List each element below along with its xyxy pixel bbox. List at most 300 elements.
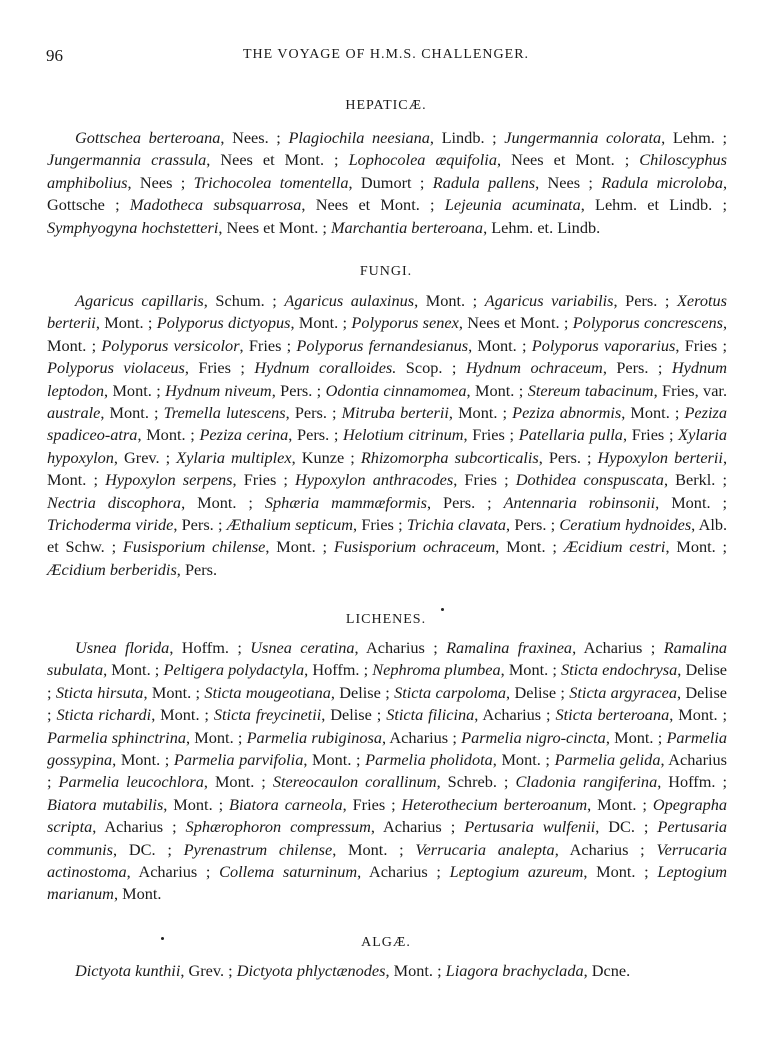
species-entry: Polyporus violaceus, Fries ; — [47, 358, 255, 378]
species-name: Verrucaria analepta — [415, 839, 555, 859]
species-entry: Parmelia pholidota, Mont. ; — [365, 750, 555, 770]
species-name: Pertusaria wulfenii — [464, 817, 596, 837]
species-entry: Æcidium berberidis, Pers. — [47, 559, 218, 579]
species-author: Pers. — [616, 358, 649, 378]
species-entry: Tremella lutescens, Pers. ; — [163, 403, 342, 423]
species-entry: Sticta freycinetii, Delise ; — [213, 705, 387, 725]
species-name: Hydnum niveum — [165, 380, 272, 400]
species-entry: Agaricus aulaxinus, Mont. ; — [284, 291, 485, 310]
species-name: Mitruba berterii — [341, 403, 449, 423]
section-body-lichenes — [47, 637, 727, 906]
species-entry: Nephroma plumbea, Mont. ; — [372, 660, 561, 680]
species-author: Nees — [139, 172, 173, 192]
species-author: Mont. — [475, 380, 515, 400]
species-name: Leptogium azureum — [449, 862, 584, 882]
species-entry: Sticta filicina, Acharius ; — [386, 705, 556, 725]
species-author: Mont. — [393, 961, 433, 980]
species-name: Trichia clavata — [406, 515, 507, 535]
section-body-fungi — [47, 290, 727, 581]
species-author: Mont. — [214, 772, 255, 792]
species-entry: Rhizomorpha subcorticalis, Pers. ; — [360, 447, 598, 467]
species-name: Jungermannia colorata — [504, 128, 662, 147]
species-entry: Pertusaria communis, DC. ; — [47, 817, 728, 859]
species-author: Mont. — [671, 492, 711, 512]
species-entry: Nectria discophora, Mont. ; — [47, 492, 265, 512]
species-entry: Hypoxylon serpens, Fries ; — [105, 470, 296, 490]
species-entry: Parmelia rubiginosa, Acharius ; — [246, 727, 462, 747]
species-author: Kunze — [301, 447, 345, 467]
species-entry: Stereocaulon corallinum, Schreb. ; — [272, 772, 516, 792]
species-name: Usnea florida — [75, 638, 170, 657]
species-author: DC. — [128, 839, 156, 859]
species-author: Mont. — [104, 313, 144, 333]
species-name: Madotheca subsquarrosa — [129, 195, 302, 215]
species-name: Xylaria multiplex — [176, 447, 292, 467]
species-name: Lejeunia acuminata — [444, 195, 581, 215]
species-author: Gottsche — [47, 195, 105, 215]
species-entry: Dictyota phlyctænodes, Mont. ; — [236, 961, 446, 980]
species-entry: Helotium citrinum, Fries ; — [343, 425, 519, 445]
species-author: Mont. — [298, 313, 339, 333]
species-name: Collema saturninum — [219, 862, 358, 882]
species-name: Parmelia sphinctrina — [47, 727, 186, 747]
species-name: Sticta endochrysa — [560, 660, 678, 680]
species-entry: Collema saturninum, Acharius ; — [219, 862, 450, 882]
species-name: Dothidea conspuscata — [515, 470, 664, 490]
species-author: Mont. — [597, 794, 637, 814]
species-author: Lehm. et. Lindb. — [491, 217, 601, 237]
species-name: Peziza abnormis — [512, 403, 622, 423]
species-name: Fusisporium ochraceum — [333, 537, 496, 557]
species-entry: Hydnum coralloides. Scop. ; — [254, 358, 466, 378]
species-entry: Opegrapha scripta, Acharius ; — [47, 794, 728, 837]
species-entry: Usnea ceratina, Acharius ; — [250, 638, 447, 657]
species-author: Acharius — [569, 839, 629, 859]
species-author: Mont. — [596, 862, 636, 882]
species-author: Nees — [547, 172, 581, 192]
species-author: Acharius — [366, 638, 425, 657]
species-name: Liagora brachyclada — [445, 961, 584, 980]
species-author: Acharius — [583, 638, 643, 657]
species-name: Peziza cerina — [199, 425, 289, 445]
species-entry: Leptogium marianum, Mont. — [47, 862, 727, 904]
species-author: Mont. — [120, 750, 161, 770]
species-author: DC. — [608, 817, 635, 837]
species-author: Acharius — [668, 750, 728, 770]
species-name: Peziza spadiceo-atra — [47, 403, 727, 445]
species-entry: Lophocolea æquifolia, Nees et Mont. ; — [348, 150, 640, 170]
species-name: Sticta berteroana — [555, 705, 670, 725]
species-entry: Ramalina subulata, Mont. ; — [47, 638, 727, 680]
species-author: Fries — [684, 335, 718, 355]
species-author: Dumort — [360, 172, 412, 192]
species-entry: Stereum tabacinum, Fries, var. australe, Mont. ; — [47, 380, 728, 423]
species-name: Radula microloba — [601, 172, 723, 192]
species-author: Acharius — [383, 817, 442, 837]
species-entry: Marchantia berteroana, Lehm. et. Lindb. — [330, 217, 601, 237]
species-name: Symphyogyna hochstetteri — [47, 217, 219, 237]
species-author: Nees. — [232, 128, 269, 147]
species-entry: Dictyota kunthii, Grev. ; — [75, 961, 237, 980]
species-name: Xerotus berterii — [47, 291, 727, 333]
species-name: Hydnum ochraceum — [465, 358, 603, 378]
species-author: Acharius — [482, 705, 542, 725]
species-entry: Verrucaria actinostoma, Acharius ; — [47, 839, 727, 882]
species-entry: Fusisporium chilense, Mont. ; — [122, 537, 334, 557]
species-author: Acharius — [368, 862, 428, 882]
species-entry: Patellaria pulla, Fries ; — [518, 425, 679, 445]
species-entry: Ramalina fraxinea, Acharius ; — [446, 638, 664, 657]
species-entry: Ceratium hydnoides, Alb. et Schw. ; — [47, 515, 728, 557]
species-entry: Odontia cinnamomea, Mont. ; — [325, 380, 528, 400]
species-entry: Xylaria multiplex, Kunze ; — [176, 447, 361, 467]
species-name: Ramalina fraxinea — [446, 638, 573, 657]
species-name: Hydnum leptodon — [47, 358, 728, 400]
species-entry: Parmelia parvifolia, Mont. ; — [173, 750, 366, 770]
species-entry: Cladonia rangiferina, Hoffm. ; — [515, 772, 727, 792]
species-entry: Mitruba berterii, Mont. ; — [341, 403, 513, 423]
species-entry: Plagiochila neesiana, Lindb. ; — [288, 128, 505, 147]
species-author: Nees et Mont. — [315, 195, 420, 215]
species-name: Helotium citrinum — [343, 425, 464, 445]
species-author: Mont. — [501, 750, 541, 770]
section-body-algae — [47, 960, 727, 982]
page-number: 96 — [46, 46, 63, 65]
species-author: Lehm. — [672, 128, 715, 147]
species-name: Parmelia gossypina — [47, 727, 728, 770]
species-author: Fries — [361, 515, 394, 535]
species-entry: Lejeunia acuminata, Lehm. et Lindb. ; — [444, 195, 727, 215]
variety-name: australe — [47, 403, 101, 423]
species-author: Alb. et Schw. — [47, 515, 728, 557]
species-name: Sticta richardi — [56, 705, 152, 725]
species-name: Stereocaulon corallinum — [272, 772, 437, 792]
species-name: Trichocolea tomentella — [193, 172, 349, 192]
species-entry: Parmelia leucochlora, Mont. ; — [58, 772, 273, 792]
species-name: Sticta filicina — [386, 705, 475, 725]
species-name: Parmelia pholidota — [365, 750, 493, 770]
species-entry: Chiloscyphus amphibolius, Nees ; — [47, 150, 728, 192]
species-name: Hypoxylon serpens — [105, 470, 233, 490]
species-entry: Sticta argyracea, Delise ; — [47, 682, 728, 725]
species-name: Trichoderma viride — [47, 515, 174, 535]
species-entry: Biatora mutabilis, Mont. ; — [47, 794, 230, 814]
species-author: Hoffm. — [181, 638, 229, 657]
species-entry: Polyporus fernandesianus, Mont. ; — [296, 335, 532, 355]
species-entry: Trichoderma viride, Pers. ; — [47, 515, 227, 535]
species-author: Lehm. et Lindb. — [595, 195, 713, 215]
species-entry: Pertusaria wulfenii, DC. ; — [464, 817, 658, 837]
species-entry: Polyporus dictyopus, Mont. ; — [156, 313, 352, 333]
species-name: Marchantia berteroana — [330, 217, 484, 237]
species-entry: Symphyogyna hochstetteri, Nees et Mont. ; — [47, 217, 331, 237]
species-author: Mont. — [630, 403, 670, 423]
species-entry: Peziza cerina, Pers. ; — [199, 425, 344, 445]
species-author: Mont. — [47, 470, 87, 490]
species-author: Mont. — [614, 727, 654, 747]
species-name: Sticta freycinetii — [213, 705, 322, 725]
species-entry: Hydnum niveum, Pers. ; — [165, 380, 326, 400]
species-name: Opegrapha scripta — [47, 794, 728, 837]
section-body-hepaticae — [47, 127, 727, 239]
species-entry: Dothidea conspuscata, Berkl. ; — [515, 470, 728, 490]
species-name: Parmelia nigro-cincta — [461, 727, 606, 747]
species-author: Acharius — [389, 727, 449, 747]
species-author: Schum. — [215, 291, 265, 310]
species-entry: Radula microloba, Gottsche ; — [47, 172, 728, 215]
species-name: Hypoxylon anthracodes — [295, 470, 454, 490]
species-author: Mont. — [122, 884, 162, 904]
species-author: Grev. — [188, 961, 225, 980]
species-name: Æthalium septicum — [226, 515, 354, 535]
species-author: Pers. — [625, 291, 658, 310]
species-name: Gottschea berteroana — [75, 128, 221, 147]
page-header — [46, 46, 726, 68]
species-name: Parmelia leucochlora — [58, 772, 204, 792]
species-author: Pers. — [280, 380, 313, 400]
species-author: Mont. — [506, 537, 546, 557]
section-heading-lichenes: LICHENES. — [345, 612, 427, 627]
species-entry: Hydnum ochraceum, Pers. ; — [465, 358, 672, 378]
species-entry: Sticta hirsuta, Mont. ; — [55, 682, 205, 702]
species-author: Mont. — [508, 660, 549, 680]
species-author: Pers. — [184, 559, 218, 579]
species-author: Pers. — [294, 403, 327, 423]
species-name: Odontia cinnamomea — [325, 380, 467, 400]
species-author: Pers. — [548, 447, 581, 467]
species-name: Patellaria pulla — [518, 425, 623, 445]
species-entry: Sphæria mammæformis, Pers. ; — [264, 492, 504, 512]
species-name: Antennaria robinsonii — [503, 492, 656, 512]
species-name: Polyporus concrescens — [572, 313, 723, 333]
species-entry: Jungermannia colorata, Lehm. ; — [504, 128, 728, 147]
species-name: Dictyota phlyctænodes — [236, 961, 386, 980]
species-name: Stereum tabacinum — [527, 380, 654, 400]
species-name: Sticta hirsuta — [55, 682, 144, 702]
species-author: Delise — [685, 682, 728, 702]
species-author: Mont. — [348, 839, 388, 859]
species-entry: Parmelia sphinctrina, Mont. ; — [47, 727, 247, 747]
species-name: Æcidium berberidis — [47, 559, 177, 579]
species-name: Xylaria hypoxylon — [47, 425, 728, 467]
species-author: Fries — [198, 358, 231, 378]
species-author: Dcne. — [591, 961, 631, 980]
species-name: Sphæria mammæformis — [264, 492, 428, 512]
species-author: Mont. — [160, 705, 200, 725]
species-author: Fries — [243, 470, 277, 490]
species-name: Tremella lutescens — [163, 403, 286, 423]
species-author: Mont. — [173, 794, 213, 814]
species-author: Fries, var. — [662, 380, 728, 400]
species-name: Ramalina subulata — [47, 638, 727, 680]
species-entry: Leptogium azureum, Mont. ; — [449, 862, 658, 882]
species-entry: Sphærophoron compressum, Acharius ; — [185, 817, 465, 837]
species-author: Pers. — [514, 515, 547, 535]
species-author: Nees et Mont. — [511, 150, 615, 170]
species-name: Parmelia gelida — [554, 750, 661, 770]
species-author: Hoffm. — [668, 772, 716, 792]
species-name: Plagiochila neesiana — [288, 128, 430, 147]
species-entry: Xerotus berterii, Mont. ; — [47, 291, 727, 333]
species-author: Pers. — [297, 425, 330, 445]
species-entry: Agaricus capillaris, Schum. ; — [75, 291, 285, 310]
species-name: Radula pallens — [432, 172, 536, 192]
species-author: Mont. — [312, 750, 352, 770]
species-author: Nees et Mont. — [220, 150, 325, 170]
species-name: Pertusaria communis — [47, 817, 728, 859]
species-entry: Sticta carpoloma, Delise ; — [394, 682, 570, 702]
running-title: THE VOYAGE OF H.M.S. CHALLENGER. — [242, 47, 530, 62]
species-name: Agaricus capillaris — [75, 291, 204, 310]
section-heading-hepaticae: HEPATICÆ. — [345, 98, 427, 113]
species-author: Mont. — [676, 537, 716, 557]
species-name: Polyporus senex — [351, 313, 459, 333]
species-author: Mont. — [276, 537, 316, 557]
species-author: Mont. — [477, 335, 517, 355]
species-entry: Usnea florida, Hoffm. ; — [75, 638, 251, 657]
species-author: Delise — [330, 705, 372, 725]
species-author: Berkl. — [675, 470, 716, 490]
species-name: Jungermannia crassula — [47, 150, 207, 170]
species-name: Nephroma plumbea — [372, 660, 501, 680]
species-author: Scop. — [405, 358, 443, 378]
species-name: Parmelia rubiginosa — [246, 727, 382, 747]
species-name: Polyporus vaporarius — [531, 335, 676, 355]
species-name: Dictyota kunthii — [75, 961, 181, 980]
species-author: Fries — [631, 425, 665, 445]
species-author: Mont. — [197, 492, 237, 512]
species-name: Fusisporium chilense — [122, 537, 266, 557]
species-entry: Verrucaria analepta, Acharius ; — [415, 839, 657, 859]
species-entry: Heterothecium berteroanum, Mont. ; — [401, 794, 653, 814]
species-entry: Sticta richardi, Mont. ; — [56, 705, 214, 725]
species-entry: Æcidium cestri, Mont. ; — [563, 537, 728, 557]
species-author: Mont. — [194, 727, 234, 747]
species-name: Rhizomorpha subcorticalis — [360, 447, 539, 467]
species-name: Ceratium hydnoides — [559, 515, 692, 535]
species-name: Sticta carpoloma — [394, 682, 507, 702]
species-entry: Parmelia gossypina, Mont. ; — [47, 727, 728, 770]
species-author: Mont. — [146, 425, 186, 445]
species-name: Æcidium cestri — [563, 537, 666, 557]
species-name: Sticta argyracea — [569, 682, 677, 702]
species-name: Sticta mougeotiana — [204, 682, 331, 702]
species-name: Lophocolea æquifolia — [348, 150, 497, 170]
species-author: Mont. — [111, 660, 151, 680]
species-entry: Madotheca subsquarrosa, Nees et Mont. ; — [129, 195, 445, 215]
species-entry: Gottschea berteroana, Nees. ; — [75, 128, 289, 147]
species-author: Mont. — [112, 380, 152, 400]
species-name: Hypoxylon berterii — [597, 447, 723, 467]
species-name: Agaricus aulaxinus — [284, 291, 415, 310]
species-author: Schreb. — [447, 772, 497, 792]
species-author: Delise — [514, 682, 557, 702]
species-entry: Peltigera polydactyla, Hoffm. ; — [163, 660, 373, 680]
species-author: Delise — [685, 660, 728, 680]
species-name: Verrucaria actinostoma — [47, 839, 727, 882]
species-author: Mont. — [678, 705, 718, 725]
species-entry: Polyporus senex, Nees et Mont. ; — [351, 313, 573, 333]
species-author: Fries — [472, 425, 505, 445]
species-entry: Sticta mougeotiana, Delise ; — [204, 682, 395, 702]
species-name: Biatora carneola — [229, 794, 343, 814]
species-author: Acharius — [138, 862, 198, 882]
species-entry: Peziza spadiceo-atra, Mont. ; — [47, 403, 727, 445]
species-author: Fries — [464, 470, 497, 490]
species-entry: Polyporus vaporarius, Fries ; — [531, 335, 728, 355]
species-name: Polyporus versicolor — [101, 335, 240, 355]
species-entry: Hypoxylon anthracodes, Fries ; — [295, 470, 516, 490]
variety-author: Mont. — [109, 403, 149, 423]
species-entry: Polyporus concrescens, Mont. ; — [47, 313, 728, 355]
species-author: Grev. — [124, 447, 160, 467]
species-name: Nectria discophora — [47, 492, 182, 512]
species-author: Mont. — [47, 335, 87, 355]
species-author: Hoffm. — [312, 660, 360, 680]
species-author: Pers. — [443, 492, 476, 512]
species-entry: Sticta endochrysa, Delise ; — [47, 660, 728, 702]
species-name: Usnea ceratina — [250, 638, 355, 657]
species-entry: Trichocolea tomentella, Dumort ; — [193, 172, 433, 192]
species-name: Agaricus variabilis — [484, 291, 614, 310]
species-author: Nees et Mont. — [467, 313, 560, 333]
species-author: Mont. — [151, 682, 192, 702]
species-author: Mont. — [425, 291, 466, 310]
species-entry: Pyrenastrum chilense, Mont. ; — [183, 839, 416, 859]
species-name: Heterothecium berteroanum — [401, 794, 588, 814]
section-heading-fungi: FUNGI. — [359, 264, 413, 279]
species-name: Biatora mutabilis — [47, 794, 164, 814]
species-author: Pers. — [181, 515, 214, 535]
species-author: Delise — [339, 682, 381, 702]
species-entry: Trichia clavata, Pers. ; — [406, 515, 560, 535]
species-entry: Radula pallens, Nees ; — [432, 172, 602, 192]
species-author: Fries — [352, 794, 386, 814]
species-author: Nees et Mont. — [226, 217, 319, 237]
species-name: Polyporus violaceus — [47, 358, 185, 378]
species-entry: Antennaria robinsonii, Mont. ; — [503, 492, 728, 512]
species-entry: Liagora brachyclada, Dcne. — [445, 961, 631, 980]
species-entry: Polyporus versicolor, Fries ; — [101, 335, 297, 355]
species-author: Lindb. — [441, 128, 485, 147]
species-name: Pyrenastrum chilense — [183, 839, 333, 859]
species-name: Hydnum coralloides. — [254, 358, 397, 378]
species-name: Polyporus fernandesianus — [296, 335, 469, 355]
section-heading-algae: ALGÆ. — [361, 935, 411, 950]
species-entry: Peziza abnormis, Mont. ; — [512, 403, 685, 423]
species-name: Polyporus dictyopus — [156, 313, 291, 333]
species-entry: Xylaria hypoxylon, Grev. ; — [47, 425, 728, 467]
species-author: Acharius — [104, 817, 164, 837]
species-name: Chiloscyphus amphibolius — [47, 150, 728, 192]
species-entry: Agaricus variabilis, Pers. ; — [484, 291, 677, 310]
species-entry: Fusisporium ochraceum, Mont. ; — [333, 537, 564, 557]
print-speck — [441, 608, 444, 611]
species-entry: Æthalium septicum, Fries ; — [226, 515, 407, 535]
species-entry: Jungermannia crassula, Nees et Mont. ; — [47, 150, 349, 170]
species-name: Cladonia rangiferina — [515, 772, 658, 792]
species-name: Parmelia parvifolia — [173, 750, 304, 770]
species-entry: Parmelia nigro-cincta, Mont. ; — [461, 727, 667, 747]
species-author: Fries — [248, 335, 282, 355]
species-entry: Biatora carneola, Fries ; — [229, 794, 402, 814]
species-name: Leptogium marianum — [47, 862, 727, 904]
species-entry: Hypoxylon berterii, Mont. ; — [47, 447, 728, 490]
species-entry: Parmelia gelida, Acharius ; — [47, 750, 728, 792]
species-name: Sphærophoron compressum — [185, 817, 371, 837]
species-name: Peltigera polydactyla — [163, 660, 305, 680]
species-entry: Sticta berteroana, Mont. ; — [555, 705, 728, 725]
